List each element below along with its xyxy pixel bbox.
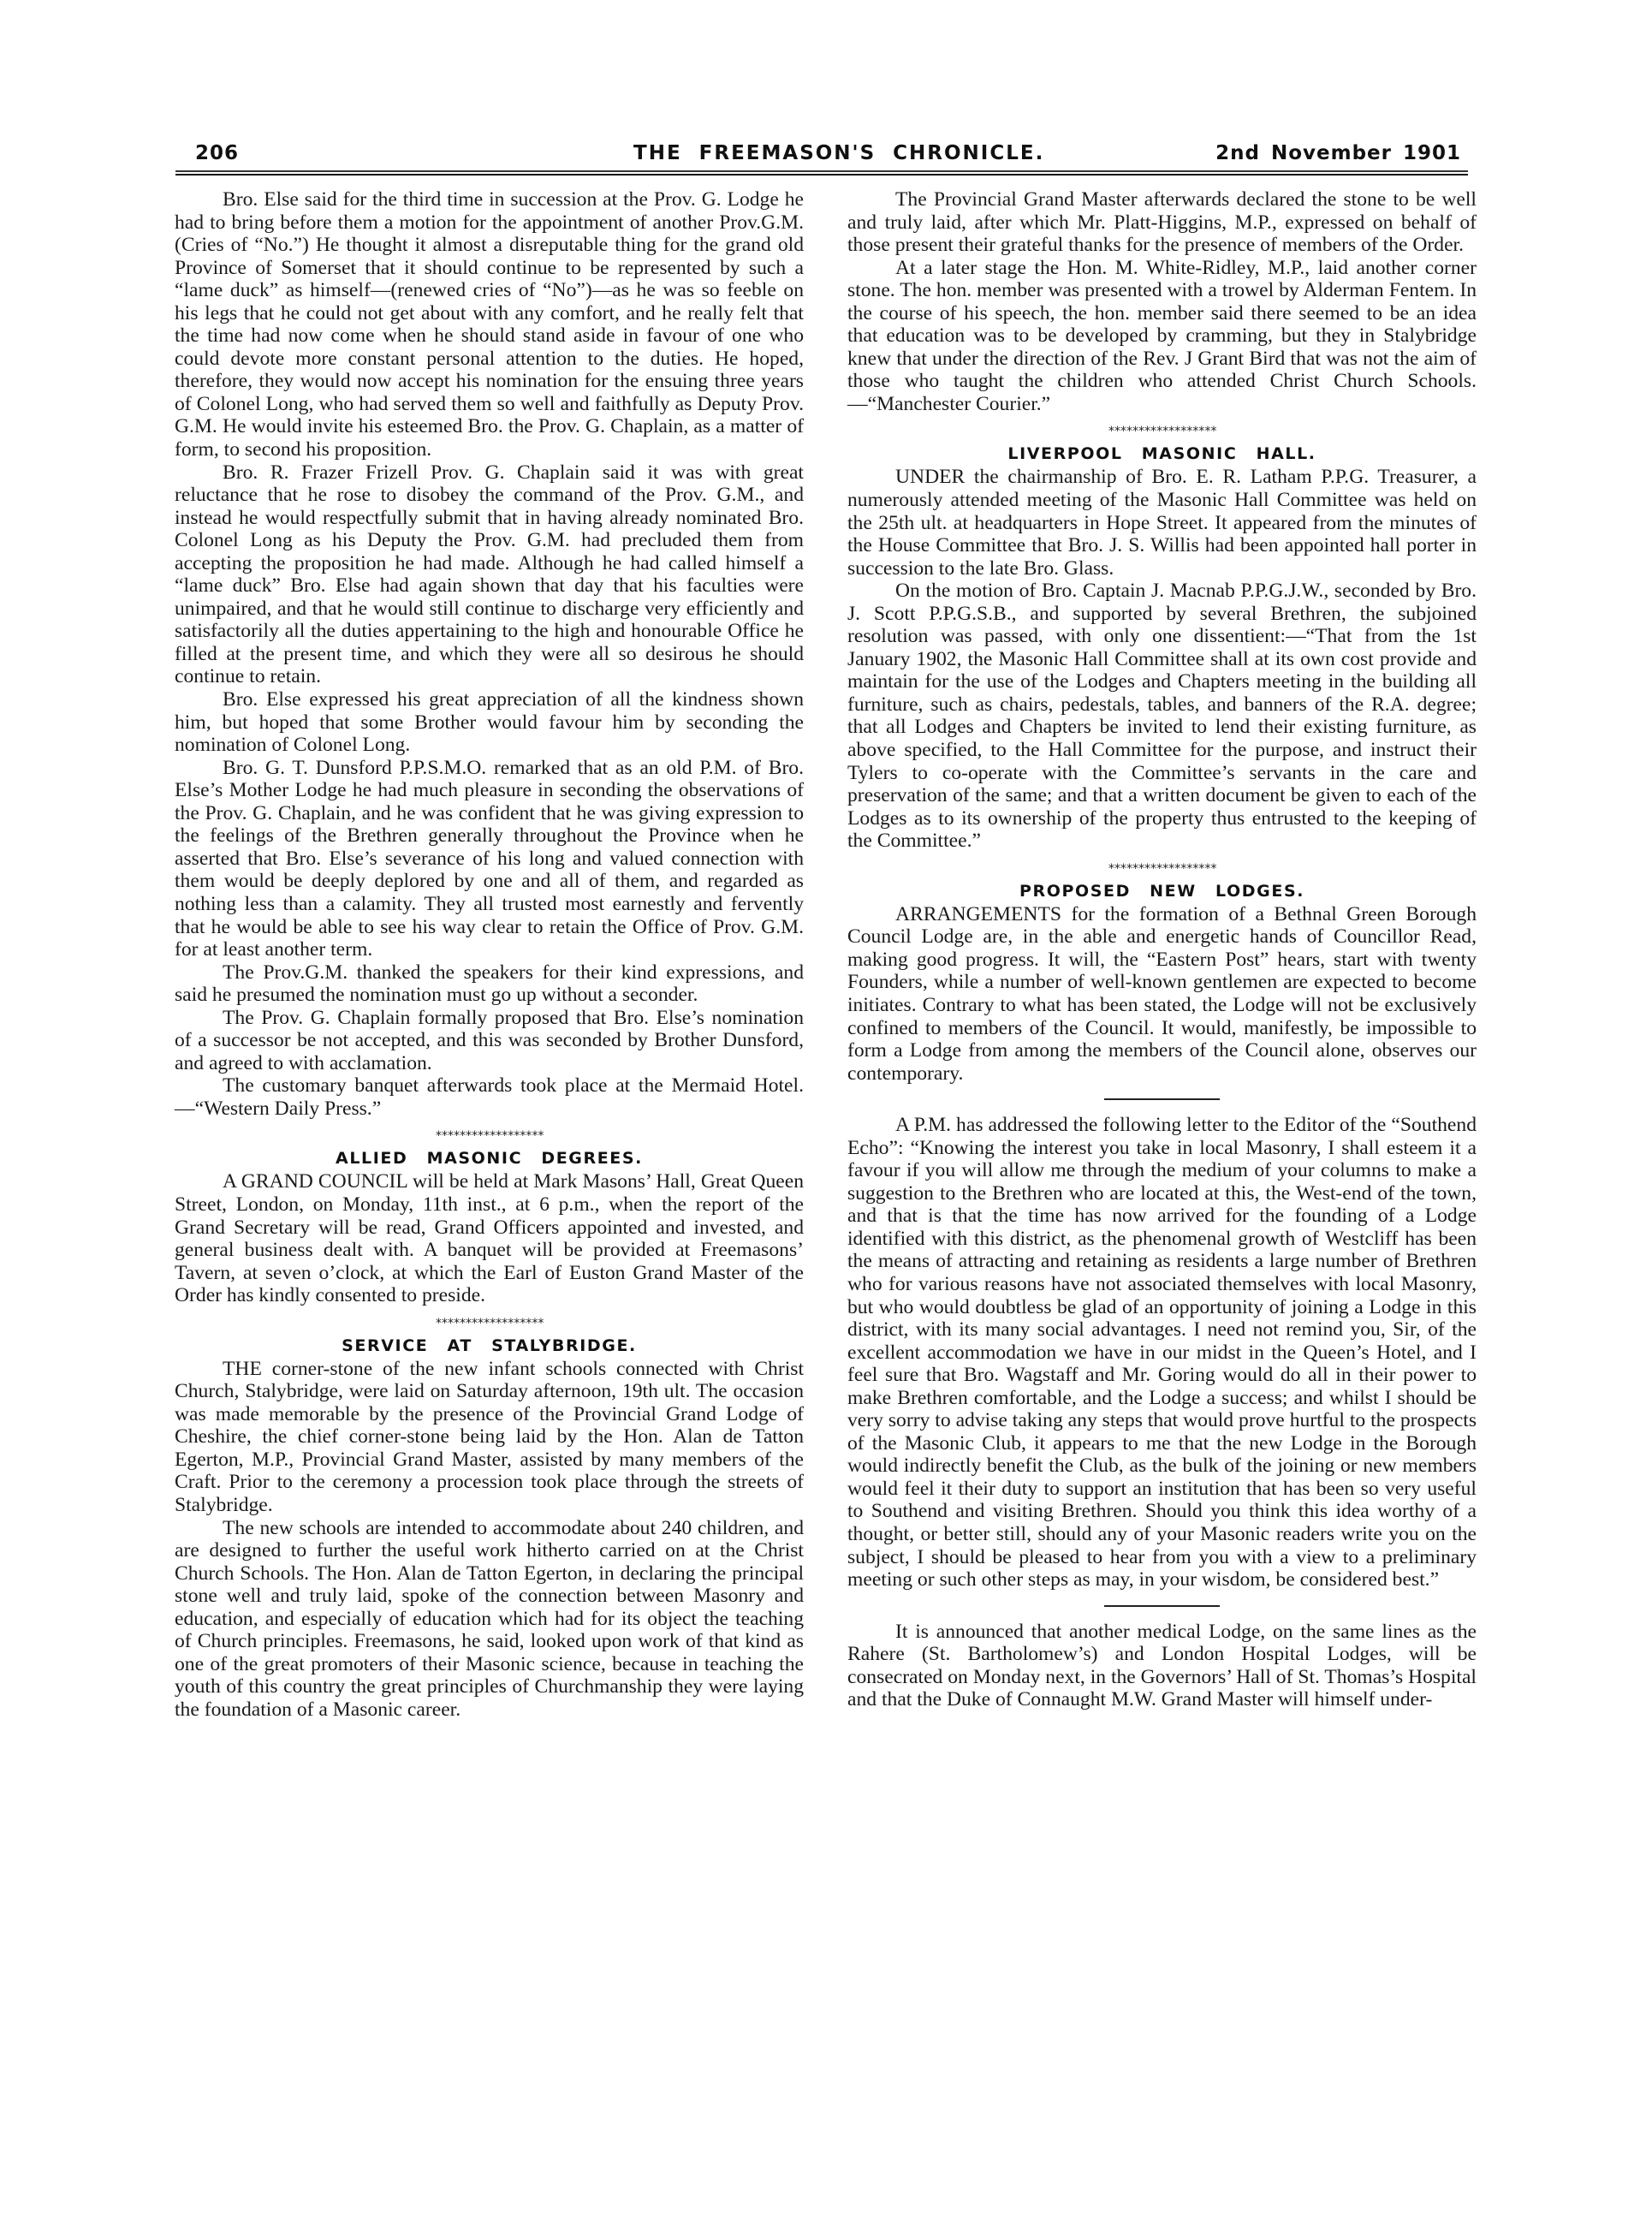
asterisk-separator: ****************** bbox=[435, 1129, 544, 1144]
right-column bbox=[847, 188, 1477, 1711]
asterisk-separator: ****************** bbox=[1108, 861, 1216, 876]
article-paragraph: ARRANGEMENTS for the formation of a Bethnal Green Borough Council Lodge are, in the able and energetic hands of Councillor Read, making good progress. It will, the “Eastern Post” hears, start with twenty Founders, while a number of well-known gentlemen are expected to become initiates. Contrary to what has been stated, the Lodge will not be exclusively confined to members of the Council. It would, manifestly, be impossible to form a Lodge from among the members of the Council alone, observes our contemporary. bbox=[847, 902, 1477, 1085]
publication-title: THE FREEMASON'S CHRONICLE. bbox=[633, 142, 1045, 164]
short-rule-divider bbox=[1104, 1098, 1220, 1100]
article-paragraph: A GRAND COUNCIL will be held at Mark Masons’ Hall, Great Queen Street, London, on Monday, 11th inst., at 6 p.m., when the report of the Grand Secretary will be read, Grand Officers appointed and invested, and general business dealt with. A banquet will be provided at Freemasons’ Tavern, at seven o’clock, at which the Earl of Euston Grand Master of the Order has kindly consented to preside. bbox=[175, 1170, 804, 1307]
article-paragraph: The new schools are intended to accommodate about 240 children, and are designed to further the useful work hitherto carried on at the Christ Church Schools. The Hon. Alan de Tatton Egerton, in declaring the principal stone well and truly laid, spoke of the connection between Masonry and education, and especially of education which had for its object the teaching of Church principles. Freemasons, he said, looked upon work of that kind as one of the great promoters of their Masonic science, because in teaching the youth of this country the great principles of Churchmanship they were laying the foundation of a Masonic career. bbox=[175, 1516, 804, 1721]
article-paragraph: Bro. Else expressed his great appreciation of all the kindness shown him, but hoped that some Brother would favour him by seconding the nomination of Colonel Long. bbox=[175, 688, 804, 757]
article-paragraph: The customary banquet afterwards took place at the Mermaid Hotel.—“Western Daily Press.” bbox=[175, 1074, 804, 1120]
section-heading: SERVICE AT STALYBRIDGE. bbox=[342, 1336, 637, 1355]
left-column bbox=[175, 188, 804, 1721]
asterisk-separator: ****************** bbox=[435, 1316, 544, 1330]
article-paragraph: UNDER the chairmanship of Bro. E. R. Latham P.P.G. Treasurer, a numerously attended meeting of the Masonic Hall Committee was held on the 25th ult. at headquarters in Hope Street. It appeared from the minutes of the House Committee that Bro. J. S. Willis had been appointed hall porter in succession to the late Bro. Glass. bbox=[847, 466, 1477, 580]
asterisk-separator: ****************** bbox=[1108, 425, 1216, 439]
article-paragraph: On the motion of Bro. Captain J. Macnab P.P.G.J.W., seconded by Bro. J. Scott P.P.G.S.B., and supported by several Brethren, the subjoined resolution was passed, with only one dissentient:—“That from the 1st January 1902, the Masonic Hall Committee shall at its own cost provide and maintain for the use of the Lodges and Chapters meeting in the building all furniture, such as chairs, pedestals, tables, and banners of the R.A. degree; that all Lodges and Chapters be invited to lend their existing furniture, as above specified, to the Hall Committee for the purpose, and instruct their Tylers to co-operate with the Committee’s servants in the care and preservation of the same; and that a written document be given to each of the Lodges as to its ownership of the property thus entrusted to the keeping of the Committee.” bbox=[847, 580, 1477, 853]
article-paragraph: A P.M. has addressed the following letter to the Editor of the “Southend Echo”: “Knowing the interest you take in local Masonry, I shall esteem it a favour if you will allow me through the medium of your columns to make a suggestion to the Brethren who are located at this, the West-end of the town, and that is that the time has now arrived for the founding of a Lodge identified with this district, as the phenomenal growth of Westcliff has been the means of attracting and retaining as residents a large number of Brethren who for various reasons have not associated themselves with local Masonry, but who would doubtless be glad of an opportunity of joining a Lodge in this district, with its many social advantages. I need not remind you, Sir, of the excellent accommodation we have in our midst in the Queen’s Hotel, and I feel sure that Bro. Wagstaff and Mr. Goring would do all in their power to make Brethren comfortable, and the Lodge a success; and whilst I should be very sorry to advise taking any steps that would prove hurtful to the prospects of the Masonic Club, it appears to me that the new Lodge in the Borough would indirectly benefit the Club, as the bulk of the joining or new members would feel it their duty to support an institution that has been so very useful to Southend and visiting Brethren. Should you think this idea worthy of a thought, or better still, should any of your Masonic readers write you on the subject, I should be pleased to hear from you with a view to a preliminary meeting or such other steps as may, in your wisdom, be considered best.” bbox=[847, 1114, 1477, 1591]
section-heading: PROPOSED NEW LODGES. bbox=[1019, 881, 1305, 901]
header-rule bbox=[175, 170, 1468, 176]
running-header bbox=[175, 142, 1468, 166]
section-heading: ALLIED MASONIC DEGREES. bbox=[336, 1149, 643, 1169]
section-heading: LIVERPOOL MASONIC HALL. bbox=[1007, 444, 1316, 464]
article-paragraph: THE corner-stone of the new infant schools connected with Christ Church, Stalybridge, were laid on Saturday afternoon, 19th ult. The occasion was made memorable by the presence of the Provincial Grand Lodge of Cheshire, the chief corner-stone being laid by the Hon. Alan de Tatton Egerton, M.P., Provincial Grand Master, assisted by many members of the Craft. Prior to the ceremony a procession took place through the streets of Stalybridge. bbox=[175, 1357, 804, 1516]
page-number: 206 bbox=[195, 142, 240, 164]
article-paragraph: It is announced that another medical Lodge, on the same lines as the Rahere (St. Bartholomew’s) and London Hospital Lodges, will be consecrated on Monday next, in the Governors’ Hall of St. Thomas’s Hospital and that the Duke of Connaught M.W. Grand Master will himself under- bbox=[847, 1620, 1477, 1711]
article-paragraph: At a later stage the Hon. M. White-Ridley, M.P., laid another corner stone. The hon. member was presented with a trowel by Alderman Fentem. In the course of his speech, the hon. member said there seemed to be an idea that education was to be developed by cramming, but they in Stalybridge knew that under the direction of the Rev. J Grant Bird that was not the aim of those who taught the children who attended Christ Church Schools.—“Manchester Courier.” bbox=[847, 256, 1477, 415]
short-rule-divider bbox=[1104, 1605, 1220, 1607]
article-paragraph: The Prov.G.M. thanked the speakers for their kind expressions, and said he presumed the nomination must go up without a seconder. bbox=[175, 961, 804, 1007]
issue-date: 2nd November 1901 bbox=[1215, 142, 1461, 164]
article-paragraph: The Provincial Grand Master afterwards declared the stone to be well and truly laid, after which Mr. Platt-Higgins, M.P., expressed on behalf of those present their grateful thanks for the presence of members of the Order. bbox=[847, 188, 1477, 257]
article-paragraph: Bro. G. T. Dunsford P.P.S.M.O. remarked that as an old P.M. of Bro. Else’s Mother Lodge he had much pleasure in seconding the observations of the Prov. G. Chaplain, and he was confident that he was giving expression to the feelings of the Brethren generally throughout the Province when he asserted that Bro. Else’s severance of his long and valued connection with them would be deeply deplored by one and all of them, and regarded as nothing less than a calamity. They all trusted most earnestly and fervently that he would be able to see his way clear to retain the Office of Prov. G.M. for at least another term. bbox=[175, 756, 804, 961]
article-paragraph: Bro. R. Frazer Frizell Prov. G. Chaplain said it was with great reluctance that he rose to disobey the command of the Prov. G.M., and instead he would respectfully submit that in having already nominated Bro. Colonel Long as his Deputy the Prov. G.M. had precluded them from accepting the proposition he had made. Although he had called himself a “lame duck” Bro. Else had again shown that day that his faculties were unimpaired, and that he would still continue to discharge very efficiently and satisfactorily all the duties appertaining to the high and honourable Office he filled at the present time, and which they were all so desirous he should continue to retain. bbox=[175, 461, 804, 688]
article-paragraph: Bro. Else said for the third time in succession at the Prov. G. Lodge he had to bring before them a motion for the appointment of another Prov.G.M. (Cries of “No.”) He thought it almost a disreputable thing for the grand old Province of Somerset that it should continue to be represented by such a “lame duck” as himself—(renewed cries of “No”)—as he was so feeble on his legs that he could not get about with any comfort, and he really felt that the time had now come when he should stand aside in favour of one who could devote more constant personal attention to the duties. He hoped, therefore, they would now accept his nomination for the ensuing three years of Colonel Long, who had served them so well and faithfully as Deputy Prov. G.M. He would invite his esteemed Bro. the Prov. G. Chaplain, as a matter of form, to second his proposition. bbox=[175, 188, 804, 461]
article-paragraph: The Prov. G. Chaplain formally proposed that Bro. Else’s nomination of a successor be not accepted, and this was seconded by Brother Dunsford, and agreed to with acclamation. bbox=[175, 1006, 804, 1074]
